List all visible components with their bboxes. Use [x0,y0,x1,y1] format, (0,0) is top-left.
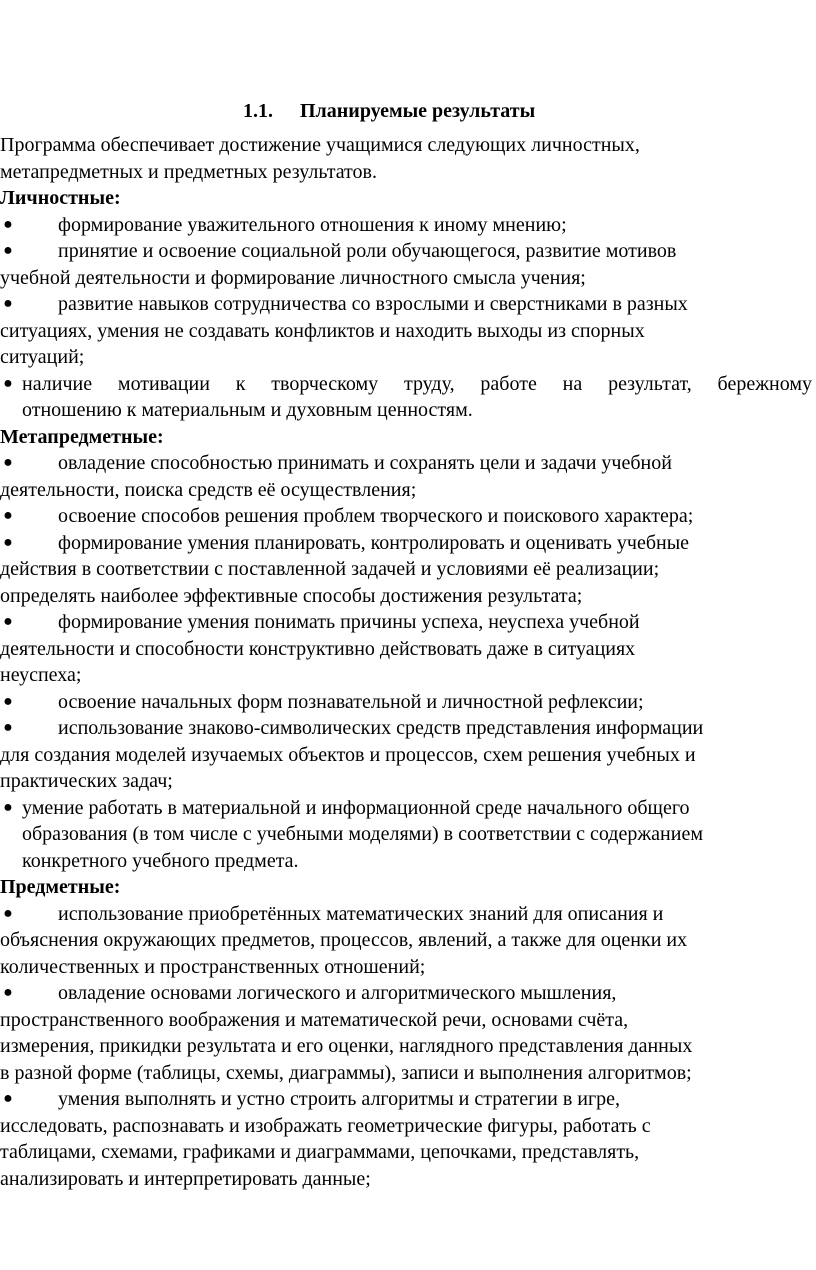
list-item-line: умения выполнять и устно строить алгоритмы и стратегии в игре, [58,1088,621,1110]
list-item-line: ситуациях, умения не создавать конфликтов и находить выходы из спорных [0,320,645,342]
list-item-line: развитие навыков сотрудничества со взрослыми и сверстниками в разных [58,293,688,315]
list-item-line: объяснения окружающих предметов, процессов, явлений, а также для оценки их [0,929,688,951]
group-heading: Личностные: [0,187,121,209]
list-item-line: принятие и освоение социальной роли обучающегося, развитие мотивов [58,240,677,262]
list-item-line: для создания моделей изучаемых объектов и процессов, схем решения учебных и [0,744,696,766]
list-item-line: формирование уважительного отношения к иному мнению; [58,214,567,236]
list-item-line: формирование умения понимать причины успеха, неуспеха учебной [58,611,640,633]
list-item-line: освоение начальных форм познавательной и личностной рефлексии; [58,691,644,713]
list-item-line: использование знаково-символических средств представления информации [58,717,704,739]
group-heading: Предметные: [0,876,121,898]
section-title: Планируемые результаты [300,100,536,122]
list-item-line: ситуаций; [0,346,85,368]
list-item-line: таблицами, схемами, графиками и диаграммами, цепочками, представлять, [0,1141,640,1163]
list-item-line: исследовать, распознавать и изображать геометрические фигуры, работать с [0,1115,651,1137]
list-item-line: овладение способностью принимать и сохранять цели и задачи учебной [58,452,672,474]
bullet-icon: ● [3,799,13,816]
bullet-icon: ● [3,613,13,630]
list-item-line: умение работать в материальной и информационной среде начального общего [22,797,690,819]
bullet-icon: ● [3,216,13,233]
intro-line: Программа обеспечивает достижение учащимися следующих личностных, [0,134,640,156]
list-item-line: пространственного воображения и математической речи, основами счёта, [0,1009,629,1031]
list-item-line: отношению к материальным и духовным ценностям. [22,399,473,421]
intro-line: метапредметных и предметных результатов. [0,161,377,183]
list-item-line: в разной форме (таблицы, схемы, диаграммы), записи и выполнения алгоритмов; [0,1062,692,1084]
bullet-icon: ● [3,507,13,524]
list-item-line: неуспеха; [0,664,82,686]
bullet-icon: ● [3,693,13,710]
bullet-icon: ● [3,375,13,392]
bullet-icon: ● [3,242,13,259]
bullet-icon: ● [3,1090,13,1107]
list-item-line: наличие мотивации к творческому труду, работе на результат, бережному [22,373,812,395]
bullet-icon: ● [3,534,13,551]
group-heading: Метапредметные: [0,426,164,448]
list-item-line: освоение способов решения проблем творческого и поискового характера; [58,505,694,527]
bullet-icon: ● [3,905,13,922]
list-item-line: определять наиболее эффективные способы достижения результата; [0,585,583,607]
list-item-line: овладение основами логического и алгоритмического мышления, [58,982,617,1004]
list-item-line: формирование умения планировать, контролировать и оценивать учебные [58,532,690,554]
section-number: 1.1. [243,100,273,122]
bullet-icon: ● [3,984,13,1001]
list-item-line: измерения, прикидки результата и его оценки, наглядного представления данных [0,1035,693,1057]
list-item-line: образования (в том числе с учебными моделями) в соответствии с содержанием [22,823,703,845]
list-item-line: действия в соответствии с поставленной задачей и условиями её реализации; [0,558,660,580]
bullet-icon: ● [3,719,13,736]
list-item-line: анализировать и интерпретировать данные; [0,1168,371,1190]
list-item-line: учебной деятельности и формирование личностного смысла учения; [0,267,586,289]
list-item-line: деятельности и способности конструктивно действовать даже в ситуациях [0,638,636,660]
list-item-line: количественных и пространственных отношений; [0,956,426,978]
list-item-line: конкретного учебного предмета. [22,850,299,872]
list-item-line: практических задач; [0,770,173,792]
bullet-icon: ● [3,295,13,312]
list-item-line: использование приобретённых математических знаний для описания и [58,903,664,925]
bullet-icon: ● [3,454,13,471]
list-item-line: деятельности, поиска средств её осуществления; [0,479,417,501]
